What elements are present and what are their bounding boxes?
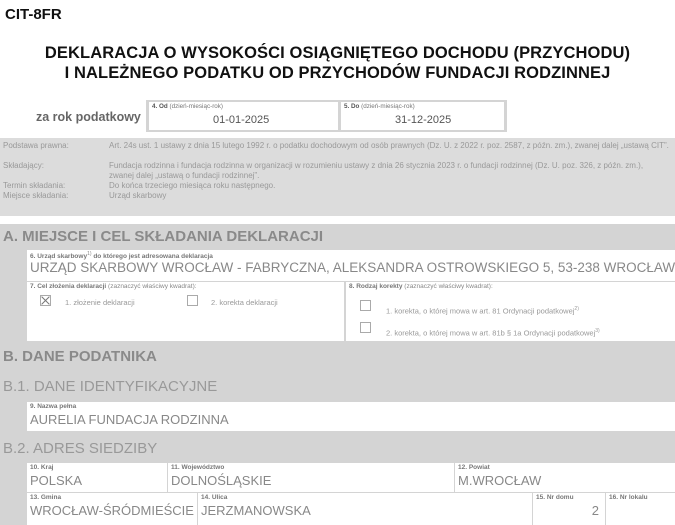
section-b2-title: B.2. ADRES SIEDZIBY (3, 440, 158, 457)
section-b1-title: B.1. DANE IDENTYFIKACYJNE (3, 378, 218, 395)
purpose-option-2-label: 2. korekta deklaracji (211, 298, 278, 307)
country-field[interactable]: 10. Kraj POLSKA (27, 463, 167, 492)
full-name-value: AURELIA FUNDACJA RODZINNA (30, 412, 229, 427)
purpose-label: 7. Cel złożenia deklaracji (zaznaczyć właściwy kwadrat): (30, 283, 197, 290)
legal-info-block: Podstawa prawna: Art. 24s ust. 1 ustawy z dnia 15 lutego 1992 r. o podatku dochodowym od osób prawnych (Dz. U. z 2022 r. poz. 2587, z późn. zm.), zwanej dalej „ustawą CIT”. Składający: Fundacja rodzinna i fundacja rodzinna w organizacji w rozumieniu ustawy z dnia 26 stycznia 2023 r. o fundacji rodzinnej (Dz. U. poz. 326, z późn. zm.), zwanej dalej „ustawą o fundacji rodzinnej”. Termin składania: Do końca trzeciego miesiąca roku następnego. Miejsce składania: Urząd skarbowy (0, 138, 675, 216)
tax-office-field[interactable] (27, 250, 675, 281)
date-to-field[interactable] (341, 102, 504, 130)
correction-option-1-label: 1. korekta, o której mowa w art. 81 Ordynacji podatkowej$^{2)}$ (386, 306, 579, 316)
correction-type-label: 8. Rodzaj korekty (zaznaczyć właściwy kwadrat): (349, 283, 493, 290)
form-title-line2: I NALEŻNEGO PODATKU OD PRZYCHODÓW FUNDACJI RODZINNEJ (64, 64, 611, 82)
full-name-label: 9. Nazwa pełna (30, 403, 77, 410)
purpose-option-1-checkbox[interactable] (40, 295, 51, 306)
municipality-value: WROCŁAW-ŚRÓDMIEŚCIE (30, 503, 194, 518)
full-name-field[interactable] (27, 402, 675, 431)
voivodeship-field[interactable]: 11. Województwo DOLNOŚLĄSKIE (168, 463, 454, 492)
purpose-option-1-label: 1. złożenie deklaracji (65, 298, 135, 307)
section-a-title: A. MIEJSCE I CEL SKŁADANIA DEKLARACJI (3, 228, 324, 245)
purpose-option-2-checkbox[interactable] (187, 295, 198, 306)
correction-type-field (346, 282, 675, 341)
correction-option-2-checkbox[interactable] (360, 322, 371, 333)
section-b-title: B. DANE PODATNIKA (3, 348, 157, 365)
date-from-field[interactable] (149, 102, 338, 130)
house-number-value: 2 (591, 503, 599, 518)
municipality-field[interactable]: 13. Gmina WROCŁAW-ŚRÓDMIEŚCIE (27, 493, 197, 525)
county-field[interactable]: 12. Powiat M.WROCŁAW (455, 463, 675, 492)
house-number-field[interactable]: 15. Nr domu 2 (533, 493, 605, 525)
date-to-label: 5. Do (dzień-miesiąc-rok) (344, 103, 415, 110)
tax-year-label: za rok podatkowy (36, 110, 141, 124)
form-code: CIT-8FR (5, 6, 62, 23)
section-b (0, 344, 675, 525)
tax-year-row (0, 100, 675, 132)
tax-office-value: URZĄD SKARBOWY WROCŁAW - FABRYCZNA, ALEKSANDRA OSTROWSKIEGO 5, 53-238 WROCŁAW (30, 260, 675, 275)
street-value: JERZMANOWSKA (201, 503, 311, 518)
street-field[interactable]: 14. Ulica JERZMANOWSKA (198, 493, 532, 525)
date-from-label: 4. Od (dzień-miesiąc-rok) (152, 103, 224, 110)
date-from-value: 01-01-2025 (213, 114, 270, 126)
correction-option-1-checkbox[interactable] (360, 300, 371, 311)
tax-year-frame (146, 100, 507, 132)
county-value: M.WROCŁAW (458, 473, 542, 488)
date-to-value: 31-12-2025 (395, 114, 452, 126)
tax-office-label: 6. Urząd skarbowy$^{1)}$ do którego jest adresowana deklaracja (30, 251, 213, 261)
purpose-field (27, 282, 344, 341)
flat-number-field[interactable]: 16. Nr lokalu (606, 493, 675, 525)
country-value: POLSKA (30, 473, 83, 488)
correction-option-2-label: 2. korekta, o której mowa w art. 81b § 1a Ordynacji podatkowej$^{3)}$ (386, 328, 600, 338)
form-title-line1: DEKLARACJA O WYSOKOŚCI OSIĄGNIĘTEGO DOCHODU (PRZYCHODU) (44, 44, 631, 62)
voivodeship-value: DOLNOŚLĄSKIE (171, 473, 272, 488)
